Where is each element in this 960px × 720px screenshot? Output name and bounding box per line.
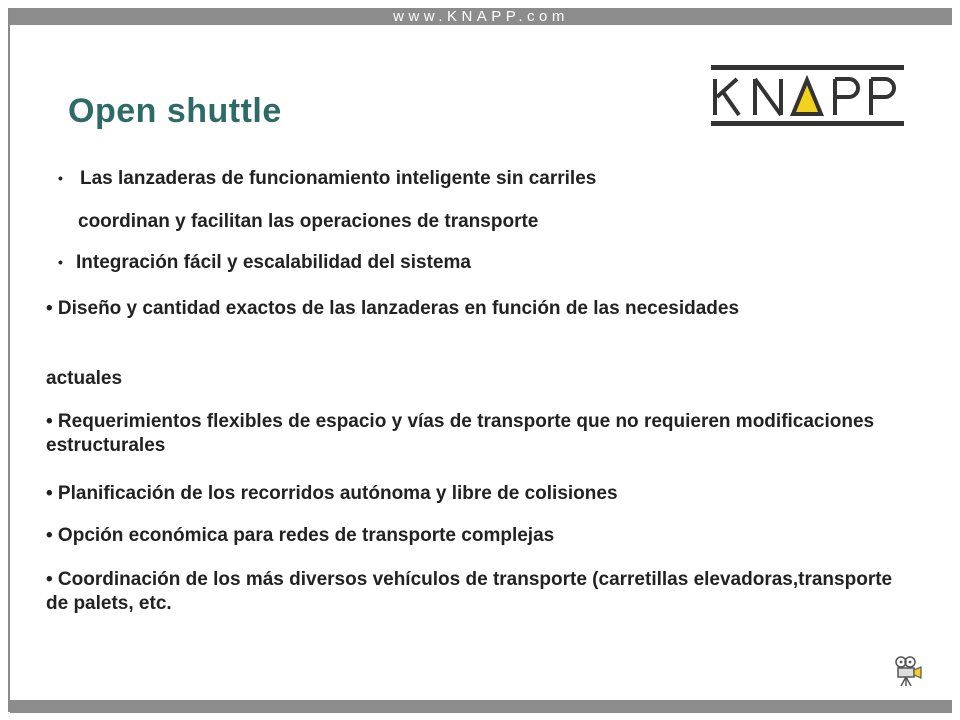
bullet-3-continued: actuales <box>46 368 123 389</box>
site-url[interactable]: www.KNAPP.com <box>393 8 569 25</box>
bullet-5: • Planificación de los recorridos autónoma y libre de colisiones <box>46 483 618 504</box>
logo-wordmark <box>711 65 904 125</box>
bullet-6: • Opción económica para redes de transporte complejas <box>46 525 555 546</box>
movie-camera-icon[interactable] <box>892 655 924 687</box>
bullet-4: • Requerimientos flexibles de espacio y vías de transporte que no requieren modificaciones estructurales <box>46 411 875 456</box>
bullet-2: Integración fácil y escalabilidad del sistema <box>76 252 471 273</box>
logo-triangle-icon <box>793 80 821 114</box>
bullet-3: • Diseño y cantidad exactos de las lanzaderas en función de las necesidades <box>46 298 740 319</box>
logo-bottom-rule <box>711 121 904 126</box>
top-right-tab <box>932 8 952 25</box>
frame-left-border <box>8 8 10 712</box>
bullet-dot: • <box>58 170 63 186</box>
bullet-1: Las lanzaderas de funcionamiento inteligente sin carriles <box>80 168 597 189</box>
top-bar <box>10 8 952 25</box>
slide-title: Open shuttle <box>68 92 282 130</box>
bullet-1-continued: coordinan y facilitan las operaciones de transporte <box>78 211 539 232</box>
bottom-bar <box>10 700 952 713</box>
bullet-dot: • <box>58 254 63 270</box>
knapp-logo <box>711 65 904 125</box>
bullet-7: • Coordinación de los más diversos vehículos de transporte (carretillas elevadoras,transporte de palets, etc. <box>46 569 893 614</box>
